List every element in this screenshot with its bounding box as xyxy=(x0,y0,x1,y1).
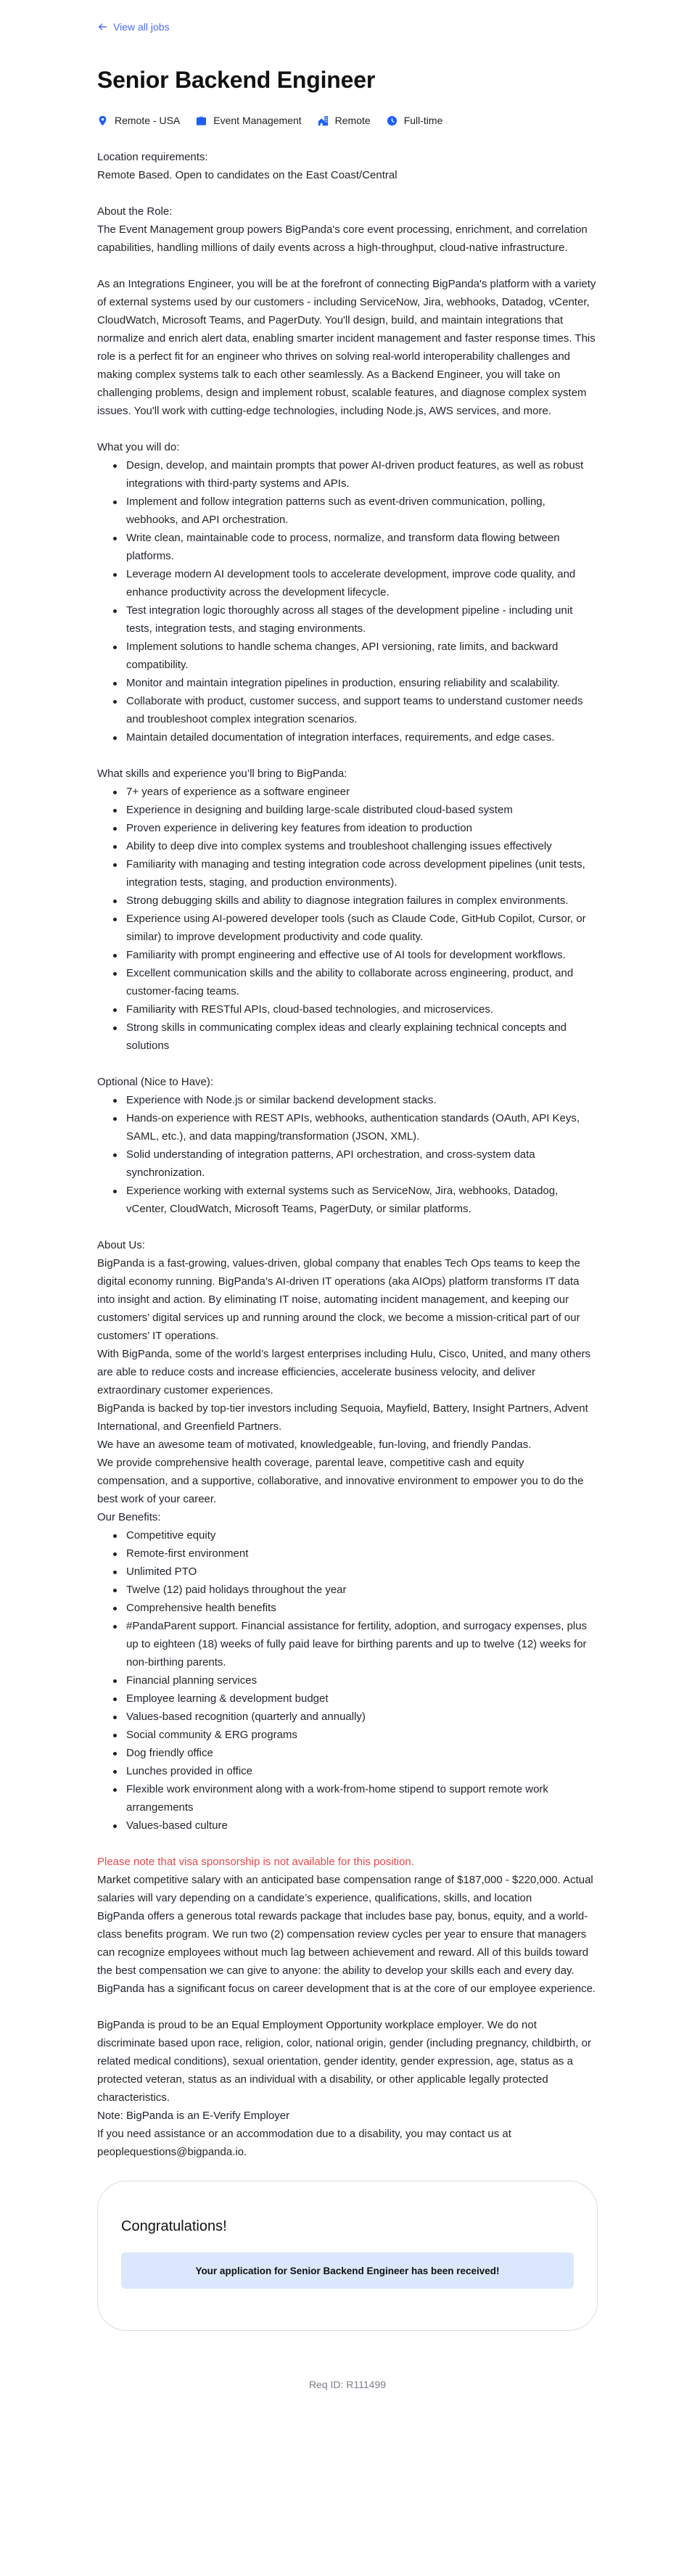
salary-text: Market competitive salary with an anticipated base compensation range of $187,000 - $220,000. Actual salaries will vary depending on a candidate’s experience, qualifications, skills, and location xyxy=(97,1874,593,1904)
list-item: Flexible work environment along with a work-from-home stipend to support remote work arrangements xyxy=(112,1780,598,1816)
meta-workplace xyxy=(318,113,371,128)
rewards-text: BigPanda offers a generous total rewards package that includes base pay, bonus, equity, and a world-class benefits program. We run two (2) compensation review cycles per year to ensure that managers can recognize employees without much lag between achievement and reward. All of this builds toward the best compensation we can give to anyone: the ability to develop your skills each and every day. BigPanda has a significant focus on career development that is at the core of our employee experience. xyxy=(97,1910,596,1995)
what-you-do-list xyxy=(97,456,598,746)
list-item: Experience with Node.js or similar backend development stacks. xyxy=(112,1091,598,1109)
list-item: Employee learning & development budget xyxy=(112,1690,598,1708)
list-item: Values-based recognition (quarterly and annually) xyxy=(112,1708,598,1726)
what-you-do-heading: What you will do: xyxy=(97,441,180,453)
view-all-jobs-link[interactable] xyxy=(97,20,170,34)
list-item: Experience in designing and building large-scale distributed cloud-based system xyxy=(112,801,598,819)
about-us-paragraph: BigPanda is a fast-growing, values-driven, global company that enables Tech Ops teams to keep the digital economy running. BigPanda’s AI-driven IT operations (aka AIOps) platform transforms IT data into insight and action. By eliminating IT noise, automating incident management, and keeping our customers’ digital services up and running around the clock, we become a mission-critical part of our customers’ IT operations. xyxy=(97,1257,580,1342)
benefits-list xyxy=(97,1526,598,1835)
confirmation-message: Your application for Senior Backend Engineer has been received! xyxy=(195,2265,500,2276)
list-item: Competitive equity xyxy=(112,1526,598,1544)
about-role-paragraph: The Event Management group powers BigPanda's core event processing, enrichment, and correlation capabilities, handling millions of daily events across a high-throughput, cloud-native infrastructure. xyxy=(97,223,588,254)
list-item: Excellent communication skills and the ability to collaborate across engineering, product, and customer-facing teams. xyxy=(112,964,598,1000)
everify-text: Note: BigPanda is an E-Verify Employer xyxy=(97,2110,290,2122)
list-item: #PandaParent support. Financial assistance for fertility, adoption, and surrogacy expenses, plus up to eighteen (18) weeks of fully paid leave for birthing parents and up to twelve (12) weeks for non-birthing parents. xyxy=(112,1617,598,1671)
list-item: Proven experience in delivering key features from ideation to production xyxy=(112,819,598,837)
location-pin-icon xyxy=(97,115,108,126)
list-item: Social community & ERG programs xyxy=(112,1726,598,1744)
list-item: Leverage modern AI development tools to accelerate development, improve code quality, and enhance productivity across the development lifecycle. xyxy=(112,565,598,601)
clock-icon xyxy=(387,115,398,126)
list-item: Unlimited PTO xyxy=(112,1563,598,1581)
accommodation-text: If you need assistance or an accommodation due to a disability, you may contact us at peoplequestions@bigpanda.io. xyxy=(97,2128,511,2158)
eeo-text: BigPanda is proud to be an Equal Employment Opportunity workplace employer. We do not discriminate based upon race, religion, color, national origin, gender (including pregnancy, childbirth, or related medical conditions), sexual orientation, gender identity, gender expression, age, status as a protected veteran, status as an individual with a disability, or other applicable legally protected characteristics. xyxy=(97,2019,591,2104)
meta-department xyxy=(196,113,301,128)
list-item: Maintain detailed documentation of integration interfaces, requirements, and edge cases. xyxy=(112,728,598,746)
list-item: Lunches provided in office xyxy=(112,1762,598,1780)
meta-employment-type xyxy=(387,113,443,128)
meta-location xyxy=(97,113,180,128)
meta-employment-type-label: Full-time xyxy=(403,115,443,126)
job-description xyxy=(97,148,598,2161)
list-item: Values-based culture xyxy=(112,1816,598,1835)
list-item: Monitor and maintain integration pipelines in production, ensuring reliability and scalability. xyxy=(112,674,598,692)
about-us-paragraph: BigPanda is backed by top-tier investors including Sequoia, Mayfield, Battery, Insight Partners, Advent International, and Greenfield Partners. xyxy=(97,1402,588,1433)
list-item: 7+ years of experience as a software engineer xyxy=(112,783,598,801)
skills-list xyxy=(97,783,598,1055)
list-item: Strong debugging skills and ability to diagnose integration failures in complex environments. xyxy=(112,892,598,910)
view-all-jobs-label: View all jobs xyxy=(113,21,170,33)
about-role-heading: About the Role: xyxy=(97,205,173,218)
benefits-heading: Our Benefits: xyxy=(97,1511,161,1523)
list-item: Familiarity with managing and testing integration code across development pipelines (unit tests, integration tests, staging, and production environments). xyxy=(112,855,598,892)
list-item: Twelve (12) paid holidays throughout the year xyxy=(112,1581,598,1599)
meta-department-label: Event Management xyxy=(213,115,302,126)
about-us-heading: About Us: xyxy=(97,1239,145,1251)
list-item: Write clean, maintainable code to process, normalize, and transform data flowing between platforms. xyxy=(112,529,598,565)
list-item: Implement and follow integration patterns such as event-driven communication, polling, webhooks, and API orchestration. xyxy=(112,493,598,529)
briefcase-icon xyxy=(196,115,207,126)
list-item: Ability to deep dive into complex systems and troubleshoot challenging issues effectively xyxy=(112,837,598,855)
application-confirmation-card xyxy=(97,2181,598,2331)
list-item: Dog friendly office xyxy=(112,1744,598,1762)
list-item: Collaborate with product, customer success, and support teams to understand customer needs and troubleshoot complex integration scenarios. xyxy=(112,692,598,728)
confirmation-banner xyxy=(121,2252,574,2289)
req-id: Req ID: R111499 xyxy=(308,2379,387,2390)
list-item: Hands-on experience with REST APIs, webhooks, authentication standards (OAuth, API Keys, SAML, etc.), and data mapping/transformation (JSON, XML). xyxy=(112,1109,598,1145)
list-item: Design, develop, and maintain prompts that power AI-driven product features, as well as robust integrations with third-party systems and APIs. xyxy=(112,456,598,493)
optional-list xyxy=(97,1091,598,1218)
location-text: Remote Based. Open to candidates on the East Coast/Central xyxy=(97,169,398,181)
meta-workplace-label: Remote xyxy=(334,115,371,126)
arrow-left-icon xyxy=(97,22,107,32)
job-title: Senior Backend Engineer xyxy=(97,67,376,93)
list-item: Familiarity with prompt engineering and effective use of AI tools for development workflows. xyxy=(112,946,598,964)
meta-location-label: Remote - USA xyxy=(115,115,181,126)
visa-note: Please note that visa sponsorship is not available for this position. xyxy=(97,1856,414,1868)
list-item: Implement solutions to handle schema changes, API versioning, rate limits, and backward compatibility. xyxy=(112,638,598,674)
list-item: Financial planning services xyxy=(112,1671,598,1690)
job-content xyxy=(97,20,598,2423)
list-item: Experience working with external systems such as ServiceNow, Jira, webhooks, Datadog, vCenter, CloudWatch, Microsoft Teams, PagerDuty, or similar platforms. xyxy=(112,1182,598,1218)
building-icon xyxy=(318,115,329,126)
about-role-paragraph: As an Integrations Engineer, you will be at the forefront of connecting BigPanda's platform with a variety of external systems used by our customers - including ServiceNow, Jira, webhooks, Datadog, vCenter, CloudWatch, Microsoft Teams, and PagerDuty. You'll design, build, and maintain integrations that normalize and enrich alert data, enabling smarter incident management and faster response times. This role is a perfect fit for an engineer who thrives on solving real-world interoperability challenges and making complex systems talk to each other seamlessly. As a Backend Engineer, you will take on challenging problems, design and implement robust, scalable features, and diagnose complex system issues. You'll work with cutting-edge technologies, including Node.js, AWS services, and more. xyxy=(97,278,596,417)
confirmation-heading: Congratulations! xyxy=(121,2218,227,2234)
list-item: Test integration logic thoroughly across all stages of the development pipeline - including unit tests, integration tests, and staging environments. xyxy=(112,601,598,638)
list-item: Familiarity with RESTful APIs, cloud-based technologies, and microservices. xyxy=(112,1000,598,1019)
about-us-paragraph: With BigPanda, some of the world’s largest enterprises including Hulu, Cisco, United, and many others are able to reduce costs and increase efficiencies, accelerate business velocity, and deliver extraordinary customer experiences. xyxy=(97,1348,591,1396)
list-item: Solid understanding of integration patterns, API orchestration, and cross-system data synchronization. xyxy=(112,1145,598,1182)
optional-heading: Optional (Nice to Have): xyxy=(97,1076,214,1088)
location-heading: Location requirements: xyxy=(97,151,208,163)
job-meta xyxy=(97,113,598,128)
list-item: Comprehensive health benefits xyxy=(112,1599,598,1617)
list-item: Experience using AI-powered developer tools (such as Claude Code, GitHub Copilot, Cursor, or similar) to improve development productivity and code quality. xyxy=(112,910,598,946)
about-us-paragraph: We have an awesome team of motivated, knowledgeable, fun-loving, and friendly Pandas. xyxy=(97,1439,532,1451)
skills-heading: What skills and experience you’ll bring to BigPanda: xyxy=(97,768,347,780)
list-item: Remote-first environment xyxy=(112,1544,598,1563)
list-item: Strong skills in communicating complex ideas and clearly explaining technical concepts and solutions xyxy=(112,1019,598,1055)
about-us-paragraph: We provide comprehensive health coverage, parental leave, competitive cash and equity compensation, and a supportive, collaborative, and innovative environment to empower you to do the best work of your career. xyxy=(97,1457,584,1505)
